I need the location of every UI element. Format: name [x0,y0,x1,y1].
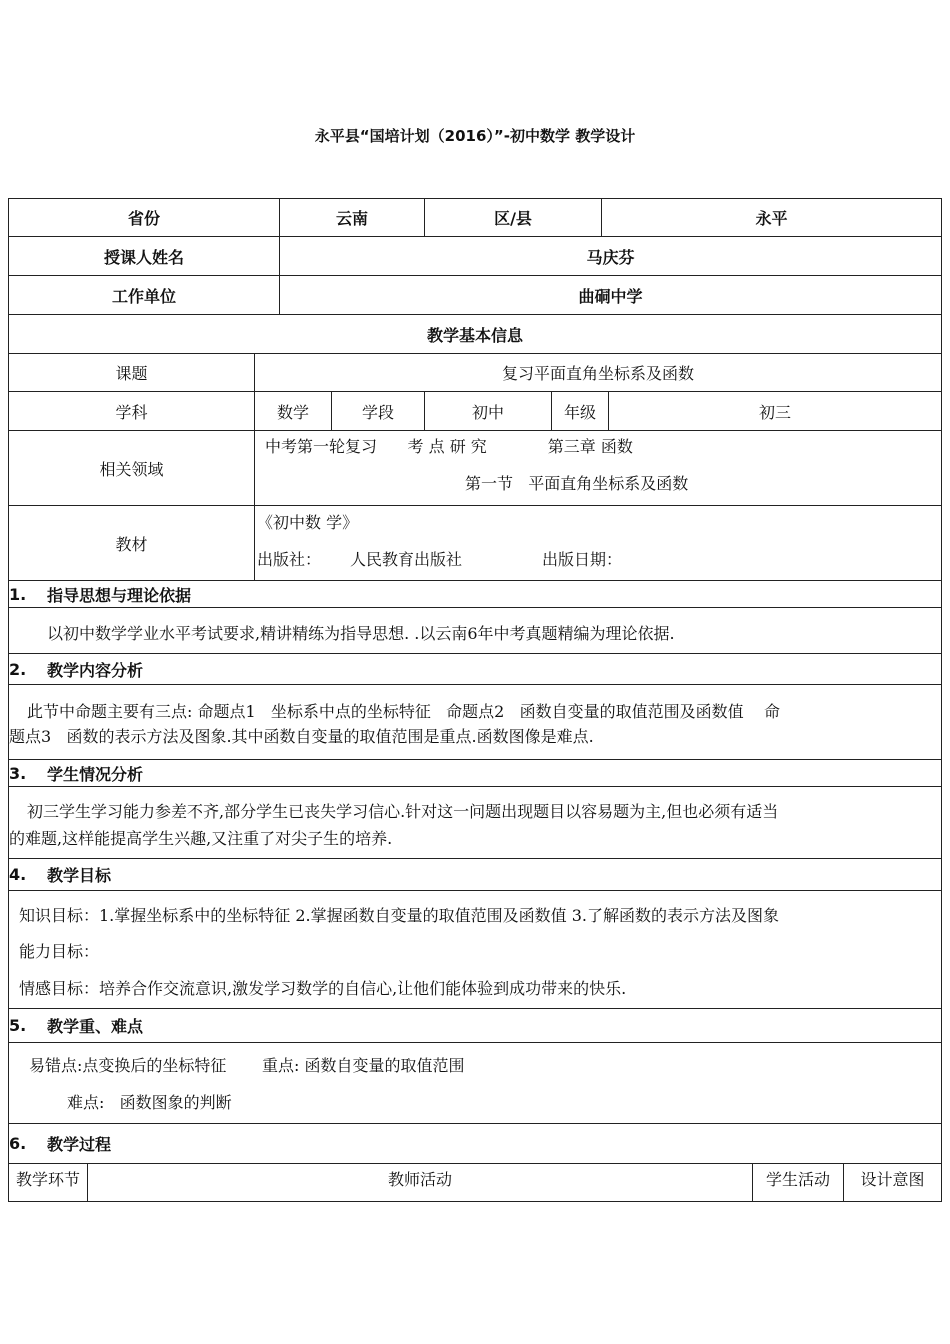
section-4-number: 4. [9,865,27,884]
textbook-name: 《初中数 学》 [257,513,359,532]
grade-label: 年级 [551,392,608,430]
stage-label: 学段 [331,392,424,430]
section-3-header [8,759,942,787]
section-5-line-2: 难点: 函数图象的判断 [67,1093,232,1112]
section-4-line-3: 情感目标：培养合作交流意识,激发学习数学的自信心,让他们能体验到成功带来的快乐. [19,979,627,998]
field-line-1: 中考第一轮复习 考 点 研 究 第三章 函数 [265,437,633,456]
textbook-value [254,506,941,580]
row-subject [8,391,942,431]
topic-label: 课题 [115,364,148,383]
textbook-label: 教材 [115,534,148,554]
subject-label: 学科 [115,402,148,422]
section-1-line-1: 以初中数学学业水平考试要求,精讲精练为指导思想. .以云南6年中考真题精编为理论依据. [47,624,675,643]
section-2-line-1: 此节中命题主要有三点: 命题点1 坐标系中点的坐标特征 命题点2 函数自变量的取值范围及函数值 命 [27,702,780,721]
section-3-line-1: 初三学生学习能力参差不齐,部分学生已丧失学习信心.针对这一问题出现题目以容易题为主,但也必须有适当 [27,802,779,821]
topic-value: 复习平面直角坐标系及函数 [254,354,941,391]
basic-info-header: 教学基本信息 [426,325,523,345]
field-label: 相关领域 [99,459,164,479]
section-3-number: 3. [9,763,27,783]
process-col-student: 学生活动 [752,1164,843,1201]
process-table-header [8,1163,942,1202]
section-4-line-1: 知识目标：1.掌握坐标系中的坐标特征 2.掌握函数自变量的取值范围及函数值 3.了解函数的表示方法及图象 [19,906,779,925]
unit-label: 工作单位 [111,286,176,306]
county-value: 永平 [601,199,941,236]
grade-value: 初三 [608,392,941,430]
section-3-line-2: 的难题,这样能提高学生兴趣,又注重了对尖子生的培养. [9,829,393,848]
section-6-number: 6. [9,1134,27,1153]
section-3-body [8,786,942,859]
section-2-line-2: 题点3 函数的表示方法及图象.其中函数自变量的取值范围是重点.函数图像是难点. [9,727,594,746]
document-title: 永平县“国培计划（2016）”-初中数学 教学设计 [314,127,636,145]
row-province [8,198,942,237]
section-3-title: 学生情况分析 [47,764,144,784]
row-unit [8,275,942,315]
pubdate-label: 出版日期： [542,550,623,569]
stage-value: 初中 [424,392,551,430]
section-1-header [8,580,942,608]
process-col-teacher: 教师活动 [87,1164,752,1201]
section-6-header [8,1123,942,1164]
process-col-stage: 教学环节 [15,1170,80,1189]
county-label: 区/县 [424,199,601,236]
publisher-label: 出版社： [257,550,322,569]
section-1-body [8,607,942,654]
section-4-body [8,890,942,1009]
province-label: 省份 [127,209,160,228]
section-4-title: 教学目标 [47,866,112,885]
section-5-header [8,1008,942,1043]
field-value [254,431,941,505]
row-topic [8,353,942,392]
process-col-design: 设计意图 [843,1164,941,1201]
subject-value: 数学 [254,392,331,430]
section-5-title: 教学重、难点 [47,1017,144,1036]
teacher-label: 授课人姓名 [103,247,184,267]
section-1-title: 指导思想与理论依据 [47,585,192,605]
section-2-header [8,653,942,685]
section-4-line-2: 能力目标： [19,942,100,961]
section-2-number: 2. [9,659,27,679]
row-textbook [8,505,942,581]
section-6-title: 教学过程 [47,1135,112,1154]
unit-value: 曲硐中学 [279,276,941,314]
province-value: 云南 [279,199,424,236]
field-line-2: 第一节 平面直角坐标系及函数 [465,474,689,493]
publisher-value: 人民教育出版社 [350,550,463,569]
section-2-title: 教学内容分析 [47,660,144,680]
section-5-body [8,1042,942,1124]
section-1-number: 1. [9,584,27,604]
row-field [8,430,942,506]
section-5-line-1: 易错点:点变换后的坐标特征 重点: 函数自变量的取值范围 [29,1056,465,1075]
teacher-value: 马庆芬 [279,237,941,275]
section-5-number: 5. [9,1016,27,1035]
row-basic-header [8,314,942,354]
section-4-header [8,858,942,891]
row-teacher [8,236,942,276]
section-2-body [8,684,942,760]
